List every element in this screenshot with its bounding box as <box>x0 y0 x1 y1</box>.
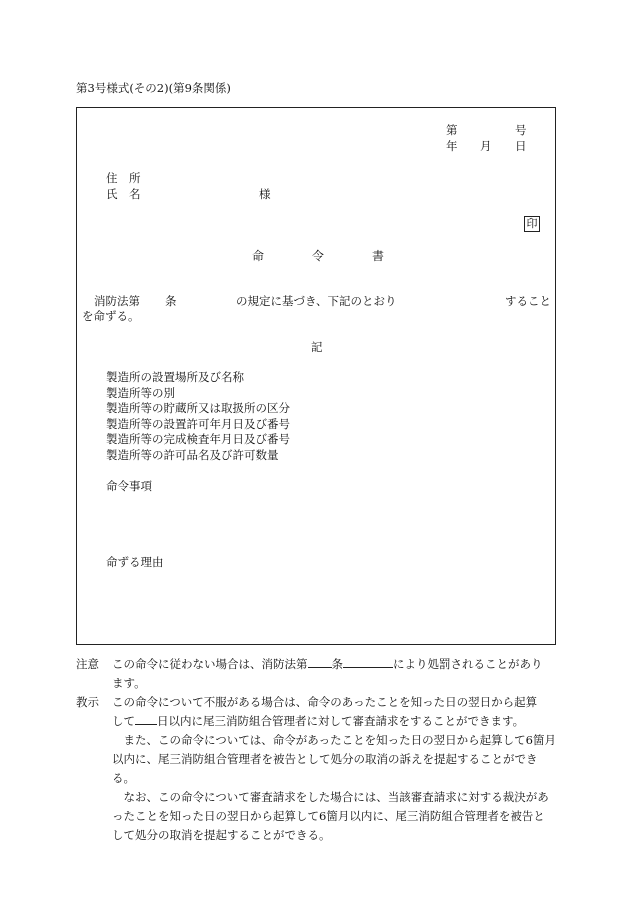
doc-title-char-2: 令 <box>312 249 325 263</box>
instruction-heading: 教示 <box>76 695 99 709</box>
form-title: 第3号様式(その2)(第9条関係) <box>76 81 231 95</box>
seal-mark <box>524 216 540 232</box>
instruction-paragraph-2: また、この命令については、命令があったことを知った日の翌日から起算して6箇月以内に、尾三消防組合管理者を被告として処分の取消の訴えを提起することができる。 <box>112 733 556 785</box>
date-day: 日 <box>515 139 527 153</box>
date-month: 月 <box>480 139 492 153</box>
doc-title-char-3: 書 <box>372 249 385 263</box>
honorific: 様 <box>259 187 271 201</box>
list-item: 製造所の設置場所及び名称 <box>106 370 244 384</box>
body-command: を命ずる。 <box>82 309 140 323</box>
body-law-ref: 消防法第 <box>94 294 140 308</box>
caution-heading: 注意 <box>76 657 99 671</box>
ki-mark: 記 <box>311 340 323 354</box>
body-action: すること <box>505 294 551 308</box>
blank-penalty <box>343 656 393 668</box>
instruction-text-1: この命令について不服がある場合は、命令のあったことを知った日の翌日から起算 <box>112 695 538 709</box>
seal-char: 印 <box>524 216 540 232</box>
list-item: 製造所等の許可品名及び許可数量 <box>106 447 279 462</box>
blank-days <box>135 713 157 725</box>
list-item: 製造所等の別 <box>106 385 175 400</box>
reasons-heading: 命ずる理由 <box>106 555 164 569</box>
caution-text-4: ます。 <box>112 676 146 690</box>
instruction-note <box>76 693 556 845</box>
body-provision: の規定に基づき、下記のとおり <box>236 294 397 308</box>
instruction-text-2: して <box>112 714 135 728</box>
number-suffix: 号 <box>515 123 527 137</box>
item-list <box>106 370 290 464</box>
list-item: 製造所等の設置許可年月日及び番号 <box>106 416 290 431</box>
instruction-text-3: 日以内に尾三消防組合管理者に対して審査請求をすることができます。 <box>157 714 525 728</box>
list-item: 製造所等の完成検査年月日及び番号 <box>106 432 290 447</box>
name-label: 氏 名 <box>106 187 141 201</box>
number-prefix: 第 <box>446 123 458 137</box>
address-label: 住 所 <box>106 171 141 185</box>
instruction-paragraph-3: なお、この命令について審査請求をした場合には、当該審査請求に対する裁決があったことを知った日の翌日から起算して6箇月以内に、尾三消防組合管理者を被告として処分の取消を提起することができる。 <box>112 790 549 842</box>
date-year: 年 <box>446 139 458 153</box>
list-item: 製造所等の貯蔵所又は取扱所の区分 <box>106 401 290 416</box>
caution-text-3: により処罰されることがあり <box>393 657 543 671</box>
blank-article <box>308 656 332 668</box>
doc-title-char-1: 命 <box>252 249 265 263</box>
body-article: 条 <box>165 294 177 308</box>
order-matters-heading: 命令事項 <box>106 479 152 493</box>
caution-text-2: 条 <box>331 657 343 671</box>
caution-text-1: この命令に従わない場合は、消防法第 <box>112 657 308 671</box>
caution-note <box>76 655 556 693</box>
notes-section <box>76 655 556 845</box>
